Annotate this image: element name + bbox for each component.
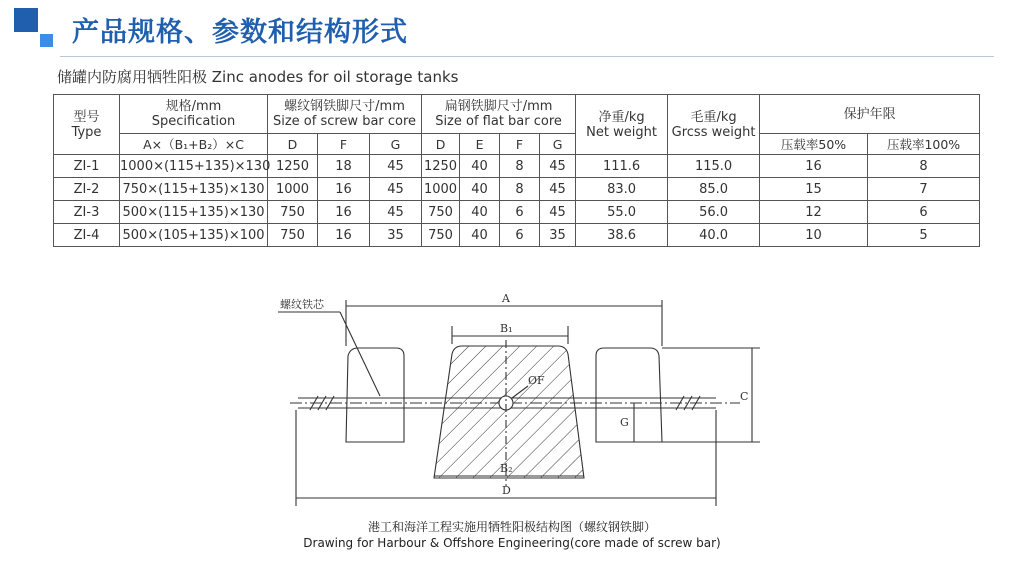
head-flat: 扁钢铁脚尺寸/mm Size of flat bar core <box>422 95 576 134</box>
logo-square-large <box>14 8 38 32</box>
brand-logo <box>14 8 54 48</box>
cell-flat-e: 40 <box>460 201 500 224</box>
cell-net: 111.6 <box>576 155 668 178</box>
cell-flat-g: 35 <box>540 224 576 247</box>
cell-screw-f: 18 <box>318 155 370 178</box>
anode-structure-drawing <box>250 288 810 518</box>
cell-spec: 500×(115+135)×130 <box>120 201 268 224</box>
cell-spec: 750×(115+135)×130 <box>120 178 268 201</box>
dim-f-label: ØF <box>528 374 545 387</box>
cell-type: ZI-4 <box>54 224 120 247</box>
table-row <box>54 178 980 201</box>
cell-life-50: 10 <box>760 224 868 247</box>
caption-en: Drawing for Harbour & Offshore Engineering(core made of screw bar) <box>303 536 721 550</box>
cell-screw-f: 16 <box>318 201 370 224</box>
table-subtitle: 储罐内防腐用牺牲阳极 Zinc anodes for oil storage tanks <box>57 68 459 86</box>
cell-screw-f: 16 <box>318 178 370 201</box>
cell-flat-e: 40 <box>460 178 500 201</box>
cell-flat-g: 45 <box>540 201 576 224</box>
table-row <box>54 155 980 178</box>
cell-spec: 500×(105+135)×100 <box>120 224 268 247</box>
cell-flat-d: 750 <box>422 201 460 224</box>
cell-flat-d: 750 <box>422 224 460 247</box>
head-spec-formula: A×（B₁+B₂）×C <box>120 134 268 155</box>
anode-body <box>434 346 584 478</box>
cell-life-50: 12 <box>760 201 868 224</box>
cell-gross: 85.0 <box>668 178 760 201</box>
dim-b2-label: B₂ <box>500 462 513 475</box>
head-life-50: 压载率50% <box>760 134 868 155</box>
cell-flat-f: 8 <box>500 178 540 201</box>
cell-gross: 40.0 <box>668 224 760 247</box>
cell-flat-f: 6 <box>500 224 540 247</box>
cell-flat-g: 45 <box>540 155 576 178</box>
cell-screw-d: 1000 <box>268 178 318 201</box>
head-flat-f: F <box>500 134 540 155</box>
logo-square-small <box>40 34 53 47</box>
head-screw: 螺纹钢铁脚尺寸/mm Size of screw bar core <box>268 95 422 134</box>
cell-type: ZI-3 <box>54 201 120 224</box>
head-screw-d: D <box>268 134 318 155</box>
cell-screw-f: 16 <box>318 224 370 247</box>
cell-gross: 56.0 <box>668 201 760 224</box>
dim-g-label: G <box>620 416 629 429</box>
head-screw-g: G <box>370 134 422 155</box>
cell-life-100: 6 <box>868 201 980 224</box>
head-net-weight: 净重/kg Net weight <box>576 95 668 155</box>
cell-life-50: 16 <box>760 155 868 178</box>
dim-b1-label: B₁ <box>500 322 513 335</box>
cell-type: ZI-2 <box>54 178 120 201</box>
caption-cn: 港工和海洋工程实施用牺牲阳极结构图（螺纹钢铁脚） <box>367 520 656 534</box>
cell-screw-d: 750 <box>268 224 318 247</box>
dim-a-label: A <box>502 292 510 305</box>
cell-screw-d: 750 <box>268 201 318 224</box>
cell-net: 55.0 <box>576 201 668 224</box>
cell-screw-g: 45 <box>370 201 422 224</box>
head-life-100: 压载率100% <box>868 134 980 155</box>
cell-net: 83.0 <box>576 178 668 201</box>
page-title: 产品规格、参数和结构形式 <box>72 17 408 48</box>
cell-screw-d: 1250 <box>268 155 318 178</box>
cell-type: ZI-1 <box>54 155 120 178</box>
cell-screw-g: 45 <box>370 178 422 201</box>
cell-flat-d: 1250 <box>422 155 460 178</box>
cell-net: 38.6 <box>576 224 668 247</box>
header-divider <box>60 56 994 57</box>
table-row <box>54 201 980 224</box>
cell-flat-e: 40 <box>460 224 500 247</box>
head-protection-life: 保护年限 <box>760 95 980 134</box>
left-end-block <box>346 348 404 442</box>
cell-life-100: 7 <box>868 178 980 201</box>
cell-gross: 115.0 <box>668 155 760 178</box>
head-screw-f: F <box>318 134 370 155</box>
table-row <box>54 224 980 247</box>
head-flat-g: G <box>540 134 576 155</box>
head-type: 型号 Type <box>54 95 120 155</box>
core-label: 螺纹铁芯 <box>280 298 324 311</box>
head-gross-weight: 毛重/kg Grcss weight <box>668 95 760 155</box>
cell-screw-g: 45 <box>370 155 422 178</box>
spec-table <box>53 94 980 247</box>
cell-flat-g: 45 <box>540 178 576 201</box>
cell-screw-g: 35 <box>370 224 422 247</box>
dim-d-label: D <box>502 484 511 497</box>
dim-c-label: C <box>740 390 749 403</box>
cell-life-100: 5 <box>868 224 980 247</box>
cell-spec: 1000×(115+135)×130 <box>120 155 268 178</box>
cell-flat-f: 8 <box>500 155 540 178</box>
cell-flat-f: 6 <box>500 201 540 224</box>
cell-flat-e: 40 <box>460 155 500 178</box>
head-flat-d: D <box>422 134 460 155</box>
head-flat-e: E <box>460 134 500 155</box>
cell-life-50: 15 <box>760 178 868 201</box>
cell-flat-d: 1000 <box>422 178 460 201</box>
head-spec: 规格/mm Specification <box>120 95 268 134</box>
cell-life-100: 8 <box>868 155 980 178</box>
right-end-block <box>596 348 662 442</box>
